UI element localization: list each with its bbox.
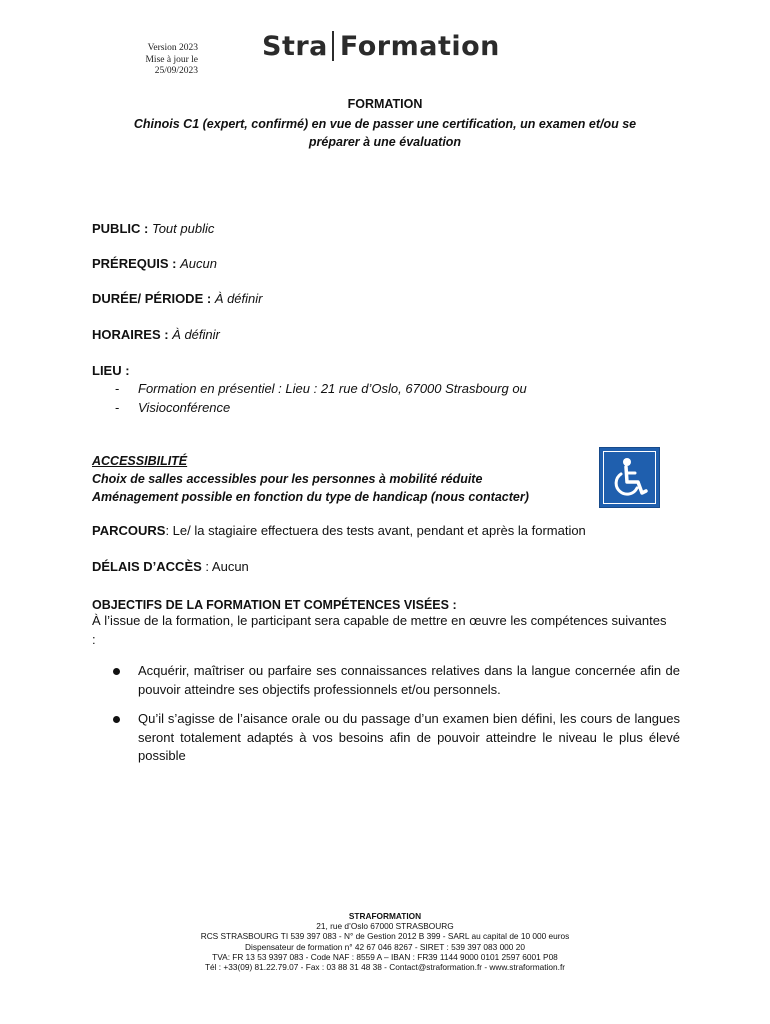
version-line: Version 2023 bbox=[147, 43, 198, 53]
horaires-label: HORAIRES : bbox=[92, 327, 173, 342]
footer-contact: Tél : +33(09) 81.22.79.07 - Fax : 03 88 31 48 38 - Contact@straformation.fr - www.straformation.fr bbox=[204, 962, 566, 973]
subtitle-line-1: Chinois C1 (expert, confirmé) en vue de passer une certification, un examen et/ou se bbox=[133, 117, 637, 131]
footer-registration: RCS STRASBOURG TI 539 397 083 - N° de Gestion 2012 B 399 - SARL au capital de 10 000 euros bbox=[200, 931, 570, 942]
horaires-field bbox=[92, 326, 220, 344]
straformation-logo bbox=[262, 28, 500, 64]
public-value: Tout public bbox=[151, 221, 215, 236]
public-label: PUBLIC : bbox=[92, 221, 152, 236]
lieu-list bbox=[92, 380, 527, 417]
update-line: Mise à jour le bbox=[145, 54, 198, 65]
objectifs-intro: À l’issue de la formation, le participant sera capable de mettre en œuvre les compétences suivantes : bbox=[92, 613, 667, 647]
logo-text-right: Formation bbox=[339, 30, 500, 62]
lieu-field bbox=[92, 362, 130, 380]
logo-separator bbox=[332, 31, 334, 61]
list-item: - Visioconférence bbox=[115, 399, 231, 415]
lieu-item-text: Formation en présentiel : Lieu : 21 rue d’Oslo, 67000 Strasbourg ou bbox=[138, 381, 527, 396]
accessibility-heading: ACCESSIBILITÉ bbox=[92, 454, 188, 468]
delais-label: DÉLAIS D’ACCÈS bbox=[92, 559, 202, 574]
bullet-icon bbox=[113, 716, 120, 723]
duree-value: À définir bbox=[214, 291, 263, 306]
list-item bbox=[92, 662, 680, 699]
subtitle-line-2: préparer à une évaluation bbox=[308, 135, 462, 149]
document-title bbox=[90, 96, 680, 151]
footer-company-name: STRAFORMATION bbox=[348, 911, 422, 921]
objectifs-list bbox=[92, 662, 680, 777]
duree-field bbox=[92, 290, 263, 308]
update-date: 25/09/2023 bbox=[154, 66, 198, 76]
title-subtitle bbox=[90, 115, 680, 151]
duree-label: DURÉE/ PÉRIODE : bbox=[92, 291, 215, 306]
version-info bbox=[118, 43, 198, 78]
delais-text: : Aucun bbox=[201, 559, 249, 574]
horaires-value: À définir bbox=[172, 327, 220, 342]
company-footer bbox=[90, 911, 680, 972]
prerequis-field bbox=[92, 255, 217, 273]
parcours-text: : Le/ la stagiaire effectuera des tests avant, pendant et après la formation bbox=[165, 523, 586, 538]
title-main: FORMATION bbox=[347, 97, 423, 111]
bullet-text: Acquérir, maîtriser ou parfaire ses connaissances relatives dans la langue concernée afin de pouvoir atteindre ses objectifs professionnels et/ou personnels. bbox=[138, 663, 680, 697]
accessibility-line-2: Aménagement possible en fonction du type de handicap (nous contacter) bbox=[92, 490, 529, 504]
accessibility-line-1: Choix de salles accessibles pour les personnes à mobilité réduite bbox=[92, 472, 483, 486]
footer-tax-info: TVA: FR 13 53 9397 083 - Code NAF : 8559 A – IBAN : FR39 1144 9000 0101 2597 6001 P08 bbox=[212, 951, 558, 962]
list-item: - Formation en présentiel : Lieu : 21 rue d’Oslo, 67000 Strasbourg ou bbox=[115, 381, 527, 396]
footer-training-number: Dispensateur de formation n° 42 67 046 8267 - SIRET : 539 397 083 000 20 bbox=[245, 941, 525, 952]
lieu-label: LIEU : bbox=[92, 363, 130, 378]
delais-paragraph bbox=[92, 558, 249, 576]
parcours-label: PARCOURS bbox=[92, 523, 166, 538]
objectifs-heading: OBJECTIFS DE LA FORMATION ET COMPÉTENCES VISÉES : bbox=[92, 598, 457, 612]
bullet-icon bbox=[113, 668, 120, 675]
bullet-text: Qu’il s’agisse de l’aisance orale ou du passage d’un examen bien défini, les cours de langues seront totalement adaptés à vos besoins afin de pouvoir atteindre le niveau le plus élevé possible bbox=[138, 711, 680, 763]
wheelchair-icon bbox=[599, 447, 660, 508]
public-field bbox=[92, 220, 214, 238]
parcours-paragraph bbox=[92, 522, 586, 540]
prerequis-label: PRÉREQUIS : bbox=[92, 256, 181, 271]
list-item bbox=[92, 710, 680, 766]
logo-text-left: Stra bbox=[262, 30, 328, 62]
footer-address: 21, rue d’Oslo 67000 STRASBOURG bbox=[316, 921, 454, 932]
prerequis-value: Aucun bbox=[180, 256, 217, 271]
accessibility-section bbox=[92, 452, 529, 506]
lieu-item-text: Visioconférence bbox=[138, 399, 231, 415]
